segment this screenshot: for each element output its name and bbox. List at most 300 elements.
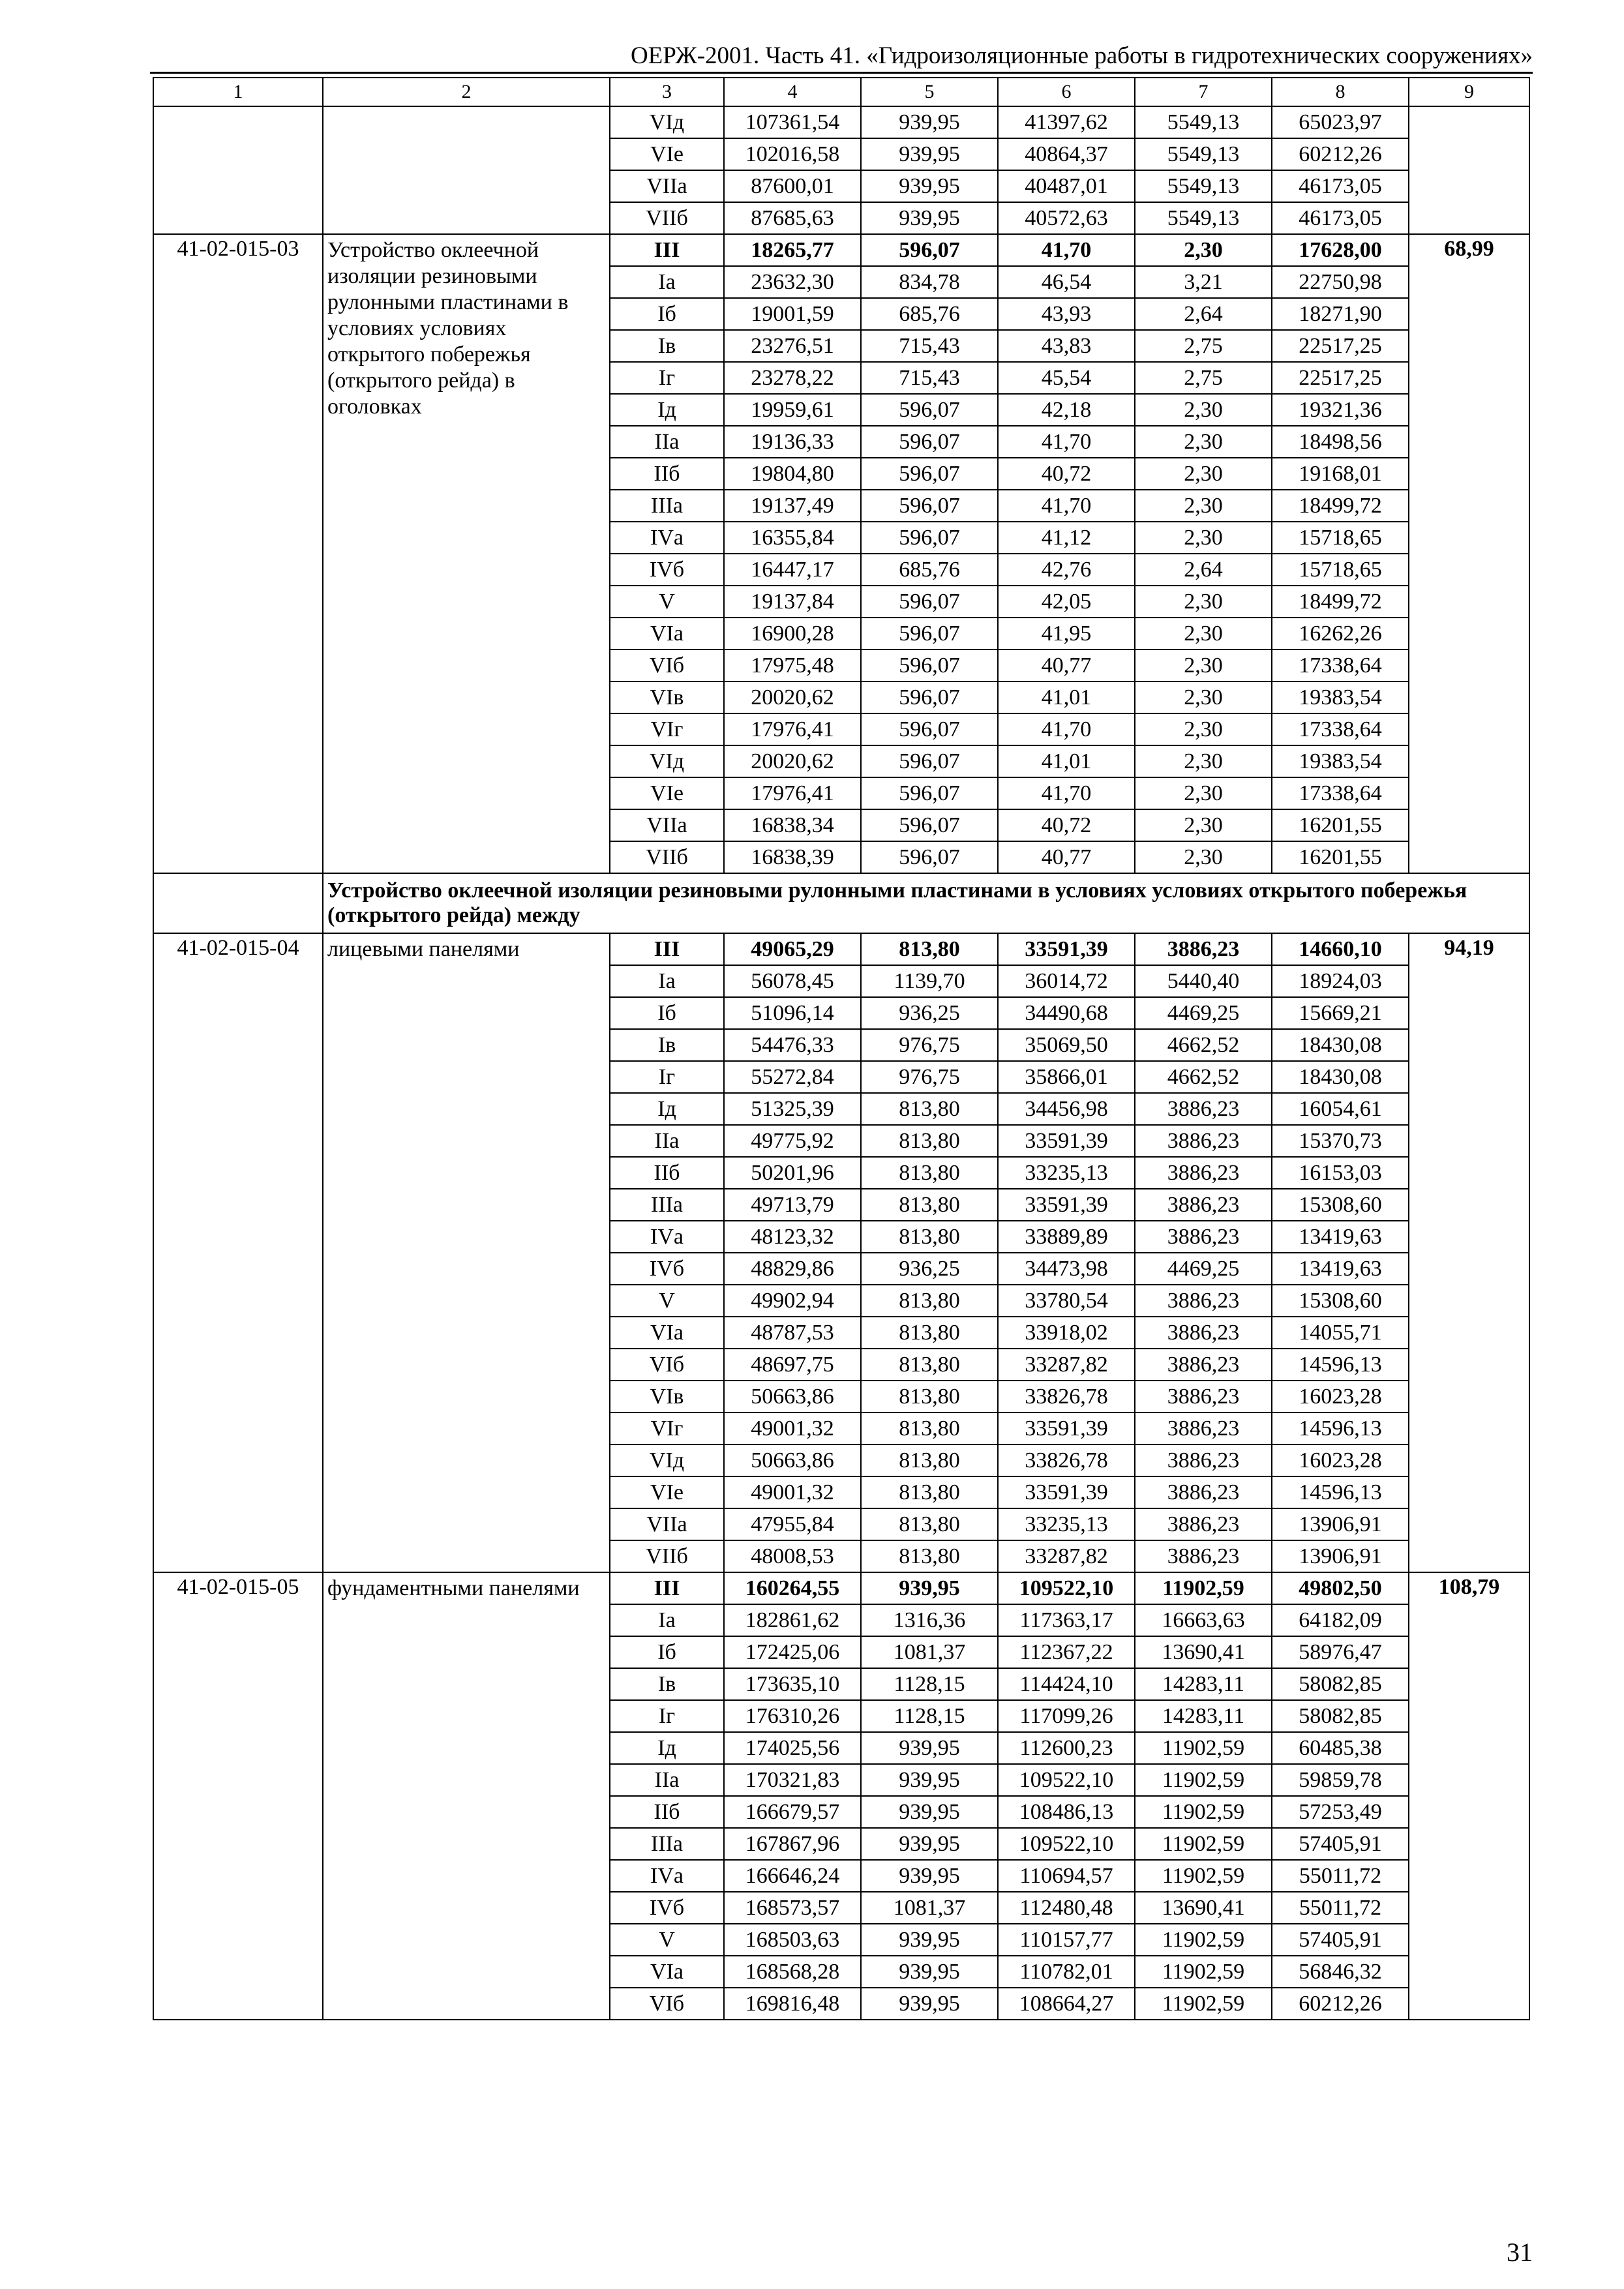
value-cell: 41,70 <box>998 234 1135 266</box>
value-cell: 1128,15 <box>861 1700 998 1732</box>
value-cell: 20020,62 <box>724 681 861 713</box>
value-cell: 596,07 <box>861 458 998 490</box>
value-cell: 35866,01 <box>998 1061 1135 1093</box>
value-cell: 813,80 <box>861 1285 998 1317</box>
value-cell: 4469,25 <box>1135 1253 1272 1285</box>
value-cell: 41,01 <box>998 745 1135 777</box>
value-cell: 11902,59 <box>1135 1860 1272 1892</box>
value-cell: 2,30 <box>1135 586 1272 618</box>
item-name: фундаментными панелями <box>323 1572 610 2020</box>
table-row <box>153 106 1529 138</box>
value-cell: 22750,98 <box>1272 266 1409 298</box>
zone-cell: IVб <box>610 554 724 586</box>
value-cell: 16838,34 <box>724 809 861 841</box>
value-cell: 16447,17 <box>724 554 861 586</box>
value-cell: 939,95 <box>861 1828 998 1860</box>
value-cell: 715,43 <box>861 362 998 394</box>
value-cell: 33591,39 <box>998 1125 1135 1157</box>
value-cell: 834,78 <box>861 266 998 298</box>
value-cell: 64182,09 <box>1272 1604 1409 1636</box>
value-cell: 14596,13 <box>1272 1413 1409 1444</box>
value-cell: 40,77 <box>998 841 1135 873</box>
value-cell: 56846,32 <box>1272 1956 1409 1988</box>
zone-cell: VIIа <box>610 1508 724 1540</box>
value-cell: 45,54 <box>998 362 1135 394</box>
value-cell: 4662,52 <box>1135 1029 1272 1061</box>
value-cell: 14055,71 <box>1272 1317 1409 1349</box>
value-cell: 182861,62 <box>724 1604 861 1636</box>
zone-cell: IIа <box>610 1764 724 1796</box>
value-cell: 596,07 <box>861 394 998 426</box>
value-cell: 114424,10 <box>998 1668 1135 1700</box>
value-cell: 33591,39 <box>998 1413 1135 1444</box>
value-cell: 33591,39 <box>998 1476 1135 1508</box>
value-cell: 109522,10 <box>998 1828 1135 1860</box>
value-cell: 3886,23 <box>1135 933 1272 965</box>
value-cell: 20020,62 <box>724 745 861 777</box>
value-cell: 49001,32 <box>724 1476 861 1508</box>
value-cell: 40572,63 <box>998 202 1135 234</box>
value-cell: 41,70 <box>998 490 1135 522</box>
value-cell: 813,80 <box>861 1093 998 1125</box>
zone-cell: IIб <box>610 1796 724 1828</box>
value-cell: 49902,94 <box>724 1285 861 1317</box>
value-cell: 596,07 <box>861 650 998 681</box>
value-cell: 14283,11 <box>1135 1700 1272 1732</box>
value-cell: 16023,28 <box>1272 1381 1409 1413</box>
value-cell: 2,30 <box>1135 745 1272 777</box>
value-cell: 17338,64 <box>1272 777 1409 809</box>
value-cell: 14596,13 <box>1272 1349 1409 1381</box>
value-cell: 46,54 <box>998 266 1135 298</box>
value-cell: 16153,03 <box>1272 1157 1409 1189</box>
value-cell: 18430,08 <box>1272 1061 1409 1093</box>
value-cell: 1081,37 <box>861 1636 998 1668</box>
value-cell: 60212,26 <box>1272 1988 1409 2020</box>
value-cell: 939,95 <box>861 170 998 202</box>
value-cell: 41397,62 <box>998 106 1135 138</box>
value-cell: 22517,25 <box>1272 362 1409 394</box>
column-number: 8 <box>1272 78 1409 106</box>
value-cell: 57253,49 <box>1272 1796 1409 1828</box>
value-cell: 109522,10 <box>998 1764 1135 1796</box>
value-cell: 40,72 <box>998 809 1135 841</box>
value-cell: 15669,21 <box>1272 997 1409 1029</box>
value-cell: 48829,86 <box>724 1253 861 1285</box>
value-cell: 596,07 <box>861 522 998 554</box>
value-cell: 41,70 <box>998 713 1135 745</box>
item-code: 41-02-015-04 <box>153 933 323 1572</box>
zone-cell: IIIа <box>610 490 724 522</box>
value-cell: 46173,05 <box>1272 202 1409 234</box>
zone-cell: V <box>610 1924 724 1956</box>
value-cell: 40487,01 <box>998 170 1135 202</box>
zone-cell: IIа <box>610 1125 724 1157</box>
value-cell: 2,30 <box>1135 713 1272 745</box>
value-cell: 49001,32 <box>724 1413 861 1444</box>
value-cell: 11902,59 <box>1135 1924 1272 1956</box>
value-cell: 173635,10 <box>724 1668 861 1700</box>
value-cell: 2,64 <box>1135 554 1272 586</box>
value-cell: 13419,63 <box>1272 1253 1409 1285</box>
value-cell: 939,95 <box>861 1764 998 1796</box>
value-cell: 19137,84 <box>724 586 861 618</box>
zone-cell: Iд <box>610 1093 724 1125</box>
value-cell: 11902,59 <box>1135 1988 1272 2020</box>
value-cell: 42,76 <box>998 554 1135 586</box>
zone-cell: VIIб <box>610 1540 724 1572</box>
value-cell: 3886,23 <box>1135 1508 1272 1540</box>
value-cell: 34473,98 <box>998 1253 1135 1285</box>
value-cell: 117363,17 <box>998 1604 1135 1636</box>
value-cell: 176310,26 <box>724 1700 861 1732</box>
value-cell: 49065,29 <box>724 933 861 965</box>
value-cell: 2,30 <box>1135 458 1272 490</box>
value-cell: 15718,65 <box>1272 522 1409 554</box>
value-cell: 2,64 <box>1135 298 1272 330</box>
value-cell: 813,80 <box>861 1508 998 1540</box>
value-cell: 19168,01 <box>1272 458 1409 490</box>
value-cell: 596,07 <box>861 681 998 713</box>
zone-cell: IIIа <box>610 1189 724 1221</box>
value-cell: 41,70 <box>998 426 1135 458</box>
value-cell: 939,95 <box>861 1860 998 1892</box>
value-cell: 13906,91 <box>1272 1540 1409 1572</box>
value-cell: 18271,90 <box>1272 298 1409 330</box>
zone-cell: VIд <box>610 106 724 138</box>
value-cell: 596,07 <box>861 234 998 266</box>
zone-cell: VIг <box>610 1413 724 1444</box>
value-cell: 33287,82 <box>998 1540 1135 1572</box>
value-cell: 18430,08 <box>1272 1029 1409 1061</box>
value-cell: 33780,54 <box>998 1285 1135 1317</box>
value-cell: 33826,78 <box>998 1444 1135 1476</box>
value-cell: 49802,50 <box>1272 1572 1409 1604</box>
value-cell: 5549,13 <box>1135 106 1272 138</box>
value-cell: 5549,13 <box>1135 170 1272 202</box>
value-cell: 55272,84 <box>724 1061 861 1093</box>
zone-cell: VIIа <box>610 809 724 841</box>
value-cell: 813,80 <box>861 1125 998 1157</box>
value-cell: 11902,59 <box>1135 1764 1272 1796</box>
value-cell: 17338,64 <box>1272 713 1409 745</box>
value-cell: 42,05 <box>998 586 1135 618</box>
item-total: 94,19 <box>1409 933 1529 1572</box>
value-cell: 5549,13 <box>1135 202 1272 234</box>
value-cell: 939,95 <box>861 1956 998 1988</box>
zone-cell: IVа <box>610 522 724 554</box>
value-cell: 939,95 <box>861 1732 998 1764</box>
zone-cell: IIа <box>610 426 724 458</box>
value-cell: 4469,25 <box>1135 997 1272 1029</box>
item-code: 41-02-015-03 <box>153 234 323 873</box>
zone-cell: Iа <box>610 1604 724 1636</box>
value-cell: 19321,36 <box>1272 394 1409 426</box>
page-header: ОЕРЖ-2001. Часть 41. «Гидроизоляционные работы в гидротехнических сооружениях» <box>630 42 1533 69</box>
value-cell: 58082,85 <box>1272 1668 1409 1700</box>
value-cell: 50663,86 <box>724 1381 861 1413</box>
value-cell: 112600,23 <box>998 1732 1135 1764</box>
value-cell: 3886,23 <box>1135 1476 1272 1508</box>
value-cell: 813,80 <box>861 933 998 965</box>
value-cell: 939,95 <box>861 138 998 170</box>
value-cell: 11902,59 <box>1135 1956 1272 1988</box>
value-cell: 596,07 <box>861 841 998 873</box>
zone-cell: Iв <box>610 330 724 362</box>
zone-cell: III <box>610 1572 724 1604</box>
value-cell: 33591,39 <box>998 933 1135 965</box>
zone-cell: VIа <box>610 1317 724 1349</box>
value-cell: 87685,63 <box>724 202 861 234</box>
value-cell: 596,07 <box>861 713 998 745</box>
value-cell: 166646,24 <box>724 1860 861 1892</box>
value-cell: 13906,91 <box>1272 1508 1409 1540</box>
page-number: 31 <box>1507 2237 1533 2267</box>
value-cell: 813,80 <box>861 1349 998 1381</box>
value-cell: 3886,23 <box>1135 1444 1272 1476</box>
zone-cell: VIд <box>610 745 724 777</box>
value-cell: 41,01 <box>998 681 1135 713</box>
value-cell: 48697,75 <box>724 1349 861 1381</box>
value-cell: 3886,23 <box>1135 1349 1272 1381</box>
column-number: 3 <box>610 78 724 106</box>
zone-cell: IVб <box>610 1253 724 1285</box>
value-cell: 2,30 <box>1135 426 1272 458</box>
value-cell: 23276,51 <box>724 330 861 362</box>
value-cell: 23278,22 <box>724 362 861 394</box>
value-cell: 1316,36 <box>861 1604 998 1636</box>
value-cell: 16023,28 <box>1272 1444 1409 1476</box>
value-cell: 596,07 <box>861 586 998 618</box>
value-cell: 33235,13 <box>998 1157 1135 1189</box>
value-cell: 3886,23 <box>1135 1285 1272 1317</box>
item-code <box>153 106 323 234</box>
value-cell: 2,30 <box>1135 841 1272 873</box>
value-cell: 43,83 <box>998 330 1135 362</box>
value-cell: 49713,79 <box>724 1189 861 1221</box>
value-cell: 3886,23 <box>1135 1157 1272 1189</box>
value-cell: 41,12 <box>998 522 1135 554</box>
value-cell: 18498,56 <box>1272 426 1409 458</box>
value-cell: 40,77 <box>998 650 1135 681</box>
value-cell: 18499,72 <box>1272 586 1409 618</box>
value-cell: 174025,56 <box>724 1732 861 1764</box>
value-cell: 55011,72 <box>1272 1860 1409 1892</box>
value-cell: 1139,70 <box>861 965 998 997</box>
value-cell: 57405,91 <box>1272 1828 1409 1860</box>
value-cell: 48123,32 <box>724 1221 861 1253</box>
column-number: 2 <box>323 78 610 106</box>
zone-cell: VIе <box>610 777 724 809</box>
value-cell: 19383,54 <box>1272 681 1409 713</box>
value-cell: 16201,55 <box>1272 809 1409 841</box>
value-cell: 55011,72 <box>1272 1892 1409 1924</box>
value-cell: 2,30 <box>1135 394 1272 426</box>
value-cell: 112367,22 <box>998 1636 1135 1668</box>
value-cell: 41,95 <box>998 618 1135 650</box>
value-cell: 107361,54 <box>724 106 861 138</box>
value-cell: 596,07 <box>861 809 998 841</box>
value-cell: 813,80 <box>861 1476 998 1508</box>
item-name <box>323 106 610 234</box>
value-cell: 59859,78 <box>1272 1764 1409 1796</box>
value-cell: 813,80 <box>861 1317 998 1349</box>
value-cell: 65023,97 <box>1272 106 1409 138</box>
zone-cell: III <box>610 933 724 965</box>
value-cell: 19001,59 <box>724 298 861 330</box>
item-code: 41-02-015-05 <box>153 1572 323 2020</box>
value-cell: 56078,45 <box>724 965 861 997</box>
value-cell: 13419,63 <box>1272 1221 1409 1253</box>
zone-cell: Iб <box>610 997 724 1029</box>
zone-cell: Iг <box>610 1061 724 1093</box>
value-cell: 46173,05 <box>1272 170 1409 202</box>
value-cell: 16054,61 <box>1272 1093 1409 1125</box>
zone-cell: VIв <box>610 1381 724 1413</box>
value-cell: 813,80 <box>861 1189 998 1221</box>
table-row <box>153 933 1529 965</box>
value-cell: 2,30 <box>1135 522 1272 554</box>
item-name: лицевыми панелями <box>323 933 610 1572</box>
value-cell: 102016,58 <box>724 138 861 170</box>
item-total <box>1409 106 1529 234</box>
table-row <box>153 234 1529 266</box>
value-cell: 47955,84 <box>724 1508 861 1540</box>
value-cell: 112480,48 <box>998 1892 1135 1924</box>
value-cell: 15370,73 <box>1272 1125 1409 1157</box>
value-cell: 11902,59 <box>1135 1732 1272 1764</box>
value-cell: 15718,65 <box>1272 554 1409 586</box>
value-cell: 11902,59 <box>1135 1796 1272 1828</box>
zone-cell: Iб <box>610 298 724 330</box>
value-cell: 3886,23 <box>1135 1125 1272 1157</box>
value-cell: 17975,48 <box>724 650 861 681</box>
zone-cell: VIб <box>610 1349 724 1381</box>
value-cell: 58082,85 <box>1272 1700 1409 1732</box>
value-cell: 33918,02 <box>998 1317 1135 1349</box>
value-cell: 813,80 <box>861 1540 998 1572</box>
value-cell: 2,75 <box>1135 362 1272 394</box>
zone-cell: VIд <box>610 1444 724 1476</box>
value-cell: 813,80 <box>861 1444 998 1476</box>
value-cell: 57405,91 <box>1272 1924 1409 1956</box>
value-cell: 16262,26 <box>1272 618 1409 650</box>
value-cell: 15308,60 <box>1272 1189 1409 1221</box>
value-cell: 18265,77 <box>724 234 861 266</box>
value-cell: 34456,98 <box>998 1093 1135 1125</box>
value-cell: 23632,30 <box>724 266 861 298</box>
value-cell: 168503,63 <box>724 1924 861 1956</box>
value-cell: 11902,59 <box>1135 1828 1272 1860</box>
value-cell: 35069,50 <box>998 1029 1135 1061</box>
zone-cell: Iа <box>610 266 724 298</box>
zone-cell: IVб <box>610 1892 724 1924</box>
item-total: 68,99 <box>1409 234 1529 873</box>
value-cell: 40,72 <box>998 458 1135 490</box>
value-cell: 3,21 <box>1135 266 1272 298</box>
zone-cell: VIв <box>610 681 724 713</box>
value-cell: 18924,03 <box>1272 965 1409 997</box>
zone-cell: VIб <box>610 1988 724 2020</box>
value-cell: 685,76 <box>861 298 998 330</box>
zone-cell: VIIб <box>610 202 724 234</box>
value-cell: 2,30 <box>1135 777 1272 809</box>
value-cell: 596,07 <box>861 777 998 809</box>
value-cell: 16355,84 <box>724 522 861 554</box>
value-cell: 16201,55 <box>1272 841 1409 873</box>
value-cell: 13690,41 <box>1135 1892 1272 1924</box>
value-cell: 813,80 <box>861 1157 998 1189</box>
value-cell: 110782,01 <box>998 1956 1135 1988</box>
value-cell: 3886,23 <box>1135 1093 1272 1125</box>
value-cell: 172425,06 <box>724 1636 861 1668</box>
value-cell: 939,95 <box>861 1796 998 1828</box>
zone-cell: VIа <box>610 618 724 650</box>
value-cell: 976,75 <box>861 1029 998 1061</box>
value-cell: 2,30 <box>1135 234 1272 266</box>
column-number: 6 <box>998 78 1135 106</box>
value-cell: 11902,59 <box>1135 1572 1272 1604</box>
zone-cell: III <box>610 234 724 266</box>
value-cell: 168573,57 <box>724 1892 861 1924</box>
section-row <box>153 873 1529 933</box>
zone-cell: Iд <box>610 1732 724 1764</box>
value-cell: 17338,64 <box>1272 650 1409 681</box>
value-cell: 50663,86 <box>724 1444 861 1476</box>
column-number: 5 <box>861 78 998 106</box>
zone-cell: Iг <box>610 1700 724 1732</box>
value-cell: 5549,13 <box>1135 138 1272 170</box>
value-cell: 3886,23 <box>1135 1221 1272 1253</box>
value-cell: 939,95 <box>861 1924 998 1956</box>
zone-cell: VIIб <box>610 841 724 873</box>
zone-cell: IIб <box>610 458 724 490</box>
value-cell: 596,07 <box>861 490 998 522</box>
value-cell: 160264,55 <box>724 1572 861 1604</box>
column-number: 7 <box>1135 78 1272 106</box>
zone-cell: Iд <box>610 394 724 426</box>
value-cell: 936,25 <box>861 997 998 1029</box>
zone-cell: VIе <box>610 138 724 170</box>
value-cell: 17976,41 <box>724 777 861 809</box>
value-cell: 19804,80 <box>724 458 861 490</box>
value-cell: 19136,33 <box>724 426 861 458</box>
zone-cell: VIб <box>610 650 724 681</box>
value-cell: 43,93 <box>998 298 1135 330</box>
value-cell: 939,95 <box>861 202 998 234</box>
value-cell: 17976,41 <box>724 713 861 745</box>
value-cell: 2,75 <box>1135 330 1272 362</box>
zone-cell: IVа <box>610 1221 724 1253</box>
value-cell: 60212,26 <box>1272 138 1409 170</box>
value-cell: 50201,96 <box>724 1157 861 1189</box>
value-cell: 51096,14 <box>724 997 861 1029</box>
zone-cell: Iв <box>610 1668 724 1700</box>
value-cell: 34490,68 <box>998 997 1135 1029</box>
value-cell: 4662,52 <box>1135 1061 1272 1093</box>
value-cell: 2,30 <box>1135 809 1272 841</box>
value-cell: 33287,82 <box>998 1349 1135 1381</box>
value-cell: 1128,15 <box>861 1668 998 1700</box>
value-cell: 19137,49 <box>724 490 861 522</box>
value-cell: 36014,72 <box>998 965 1135 997</box>
table-body <box>153 78 1529 2020</box>
value-cell: 2,30 <box>1135 618 1272 650</box>
zone-cell: VIIа <box>610 170 724 202</box>
zone-cell: Iг <box>610 362 724 394</box>
column-number: 1 <box>153 78 323 106</box>
value-cell: 48787,53 <box>724 1317 861 1349</box>
